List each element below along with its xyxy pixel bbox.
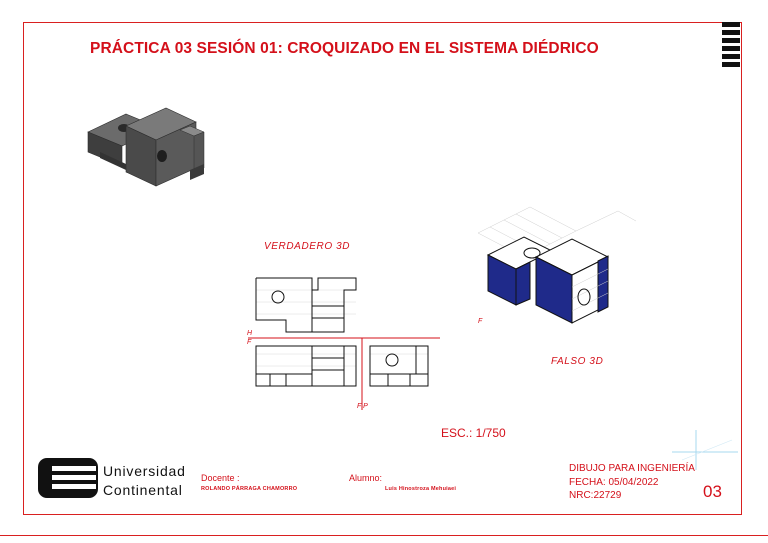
scale-label: ESC.: 1/750 (441, 426, 506, 440)
course-info (569, 462, 695, 503)
plane-fp-label: F P (357, 403, 368, 410)
false-3d-label: FALSO 3D (551, 356, 604, 367)
true-3d-label: VERDADERO 3D (264, 241, 351, 252)
alumno-name: Luis Hinostroza Mehuiaei (385, 486, 457, 492)
orthographic-views (240, 270, 450, 420)
sheet-outer-line (0, 535, 768, 536)
sheet-title: PRÁCTICA 03 SESIÓN 01: CROQUIZADO EN EL SISTEMA DIÉDRICO (90, 40, 599, 57)
sheet-stripes-icon (722, 20, 740, 70)
docente-name: ROLANDO PÁRRAGA CHAMORRO (201, 486, 298, 492)
sheet-number: 03 (703, 482, 722, 501)
university-line1: Universidad (103, 463, 186, 479)
docente-label: Docente : (201, 473, 240, 483)
university-line2: Continental (103, 482, 183, 498)
universidad-continental-logo-icon (36, 456, 100, 500)
solid-render-image (40, 70, 270, 210)
plane-h-label: H (247, 330, 253, 337)
plane-f-label: F (247, 339, 252, 346)
university-name (103, 462, 186, 500)
course-nrc: NRC:22729 (569, 490, 622, 501)
course-name: DIBUJO PARA INGENIERÍA (569, 463, 695, 474)
alumno-label: Alumno: (349, 473, 383, 483)
iso-f-label: F (478, 318, 483, 325)
course-date: FECHA: 05/04/2022 (569, 476, 659, 488)
isometric-sketch (460, 195, 650, 335)
